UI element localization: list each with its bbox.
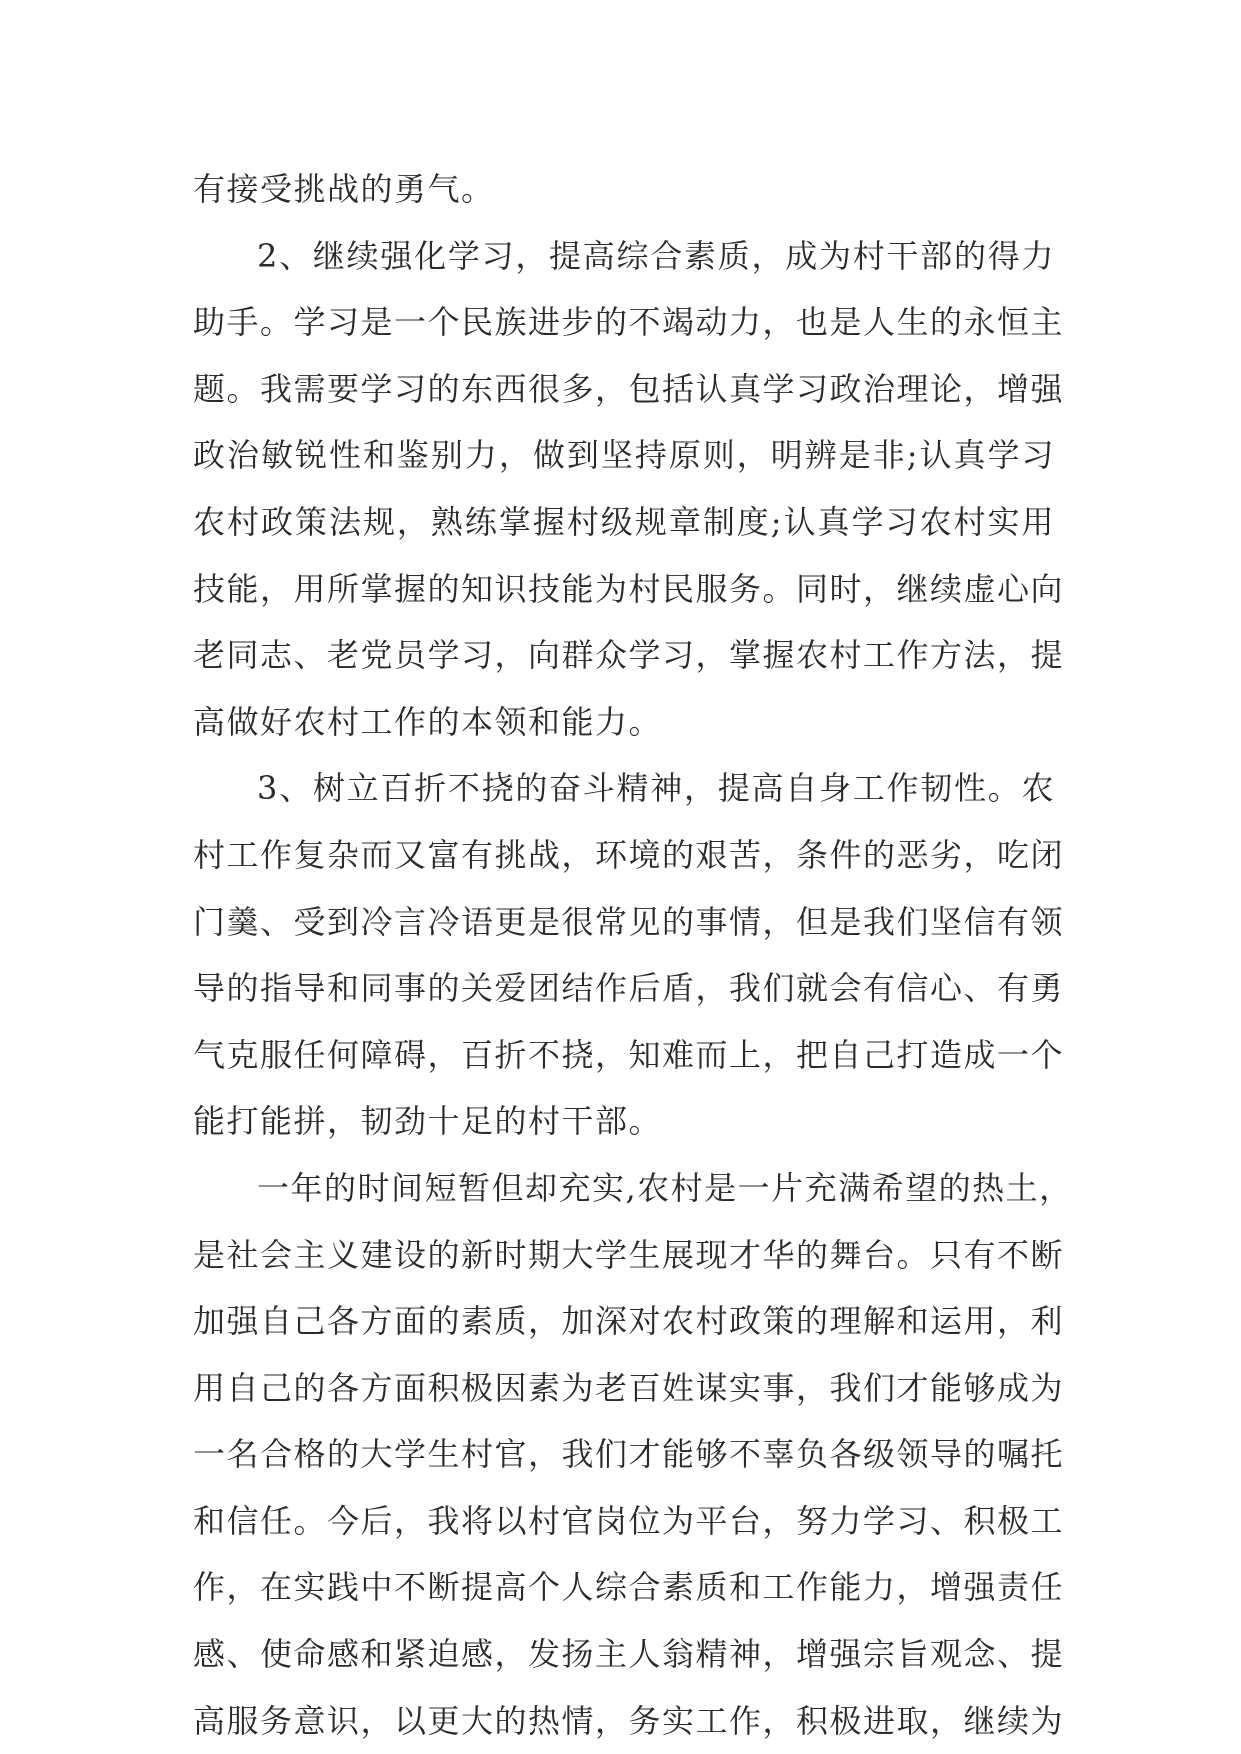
- text-line: 导的指导和同事的关爱团结作后盾，我们就会有信心、有勇: [193, 969, 1065, 1008]
- text-line: 题。我需要学习的东西很多，包括认真学习政治理论，增强: [193, 369, 1065, 408]
- text-line: 老同志、老党员学习，向群众学习，掌握农村工作方法，提: [193, 636, 1065, 675]
- text-line: 村工作复杂而又富有挑战，环境的艰苦，条件的恶劣，吃闭: [193, 835, 1065, 874]
- body-text: [193, 156, 1073, 1754]
- text-line: 高做好农村工作的本领和能力。: [193, 702, 663, 741]
- text-line: 一名合格的大学生村官，我们才能够不辜负各级领导的嘱托: [193, 1435, 1065, 1474]
- paragraph-start-line: 3、树立百折不挠的奋斗精神，提高自身工作韧性。农: [257, 769, 1055, 808]
- paragraph-start-line: 2、继续强化学习，提高综合素质，成为村干部的得力: [257, 236, 1055, 275]
- text-line: 高服务意识，以更大的热情，务实工作，积极进取，继续为: [193, 1701, 1065, 1740]
- text-line: 能打能拼，韧劲十足的村干部。: [193, 1102, 663, 1141]
- text-line: 农村政策法规，熟练掌握村级规章制度;认真学习农村实用: [193, 502, 1055, 541]
- text-line: 感、使命感和紧迫感，发扬主人翁精神，增强宗旨观念、提: [193, 1635, 1065, 1674]
- text-line: 助手。学习是一个民族进步的不竭动力，也是人生的永恒主: [193, 303, 1065, 342]
- text-line: 是社会主义建设的新时期大学生展现才华的舞台。只有不断: [193, 1235, 1065, 1274]
- text-line: 气克服任何障碍，百折不挠，知难而上，把自己打造成一个: [193, 1035, 1065, 1074]
- text-line: 政治敏锐性和鉴别力，做到坚持原则，明辨是非;认真学习: [193, 436, 1055, 475]
- text-line: 用自己的各方面积极因素为老百姓谋实事，我们才能够成为: [193, 1368, 1065, 1407]
- text-line: 作，在实践中不断提高个人综合素质和工作能力，增强责任: [193, 1568, 1065, 1607]
- text-line: 加强自己各方面的素质，加深对农村政策的理解和运用，利: [193, 1302, 1065, 1341]
- text-line: 技能，用所掌握的知识技能为村民服务。同时，继续虚心向: [193, 569, 1065, 608]
- text-line: 有接受挑战的勇气。: [193, 170, 495, 208]
- paragraph-start-line: 一年的时间短暂但却充实,农村是一片充满希望的热土，: [257, 1168, 1073, 1207]
- text-line: 和信任。今后，我将以村官岗位为平台，努力学习、积极工: [193, 1501, 1065, 1540]
- text-line: 门羹、受到冷言冷语更是很常见的事情，但是我们坚信有领: [193, 902, 1065, 941]
